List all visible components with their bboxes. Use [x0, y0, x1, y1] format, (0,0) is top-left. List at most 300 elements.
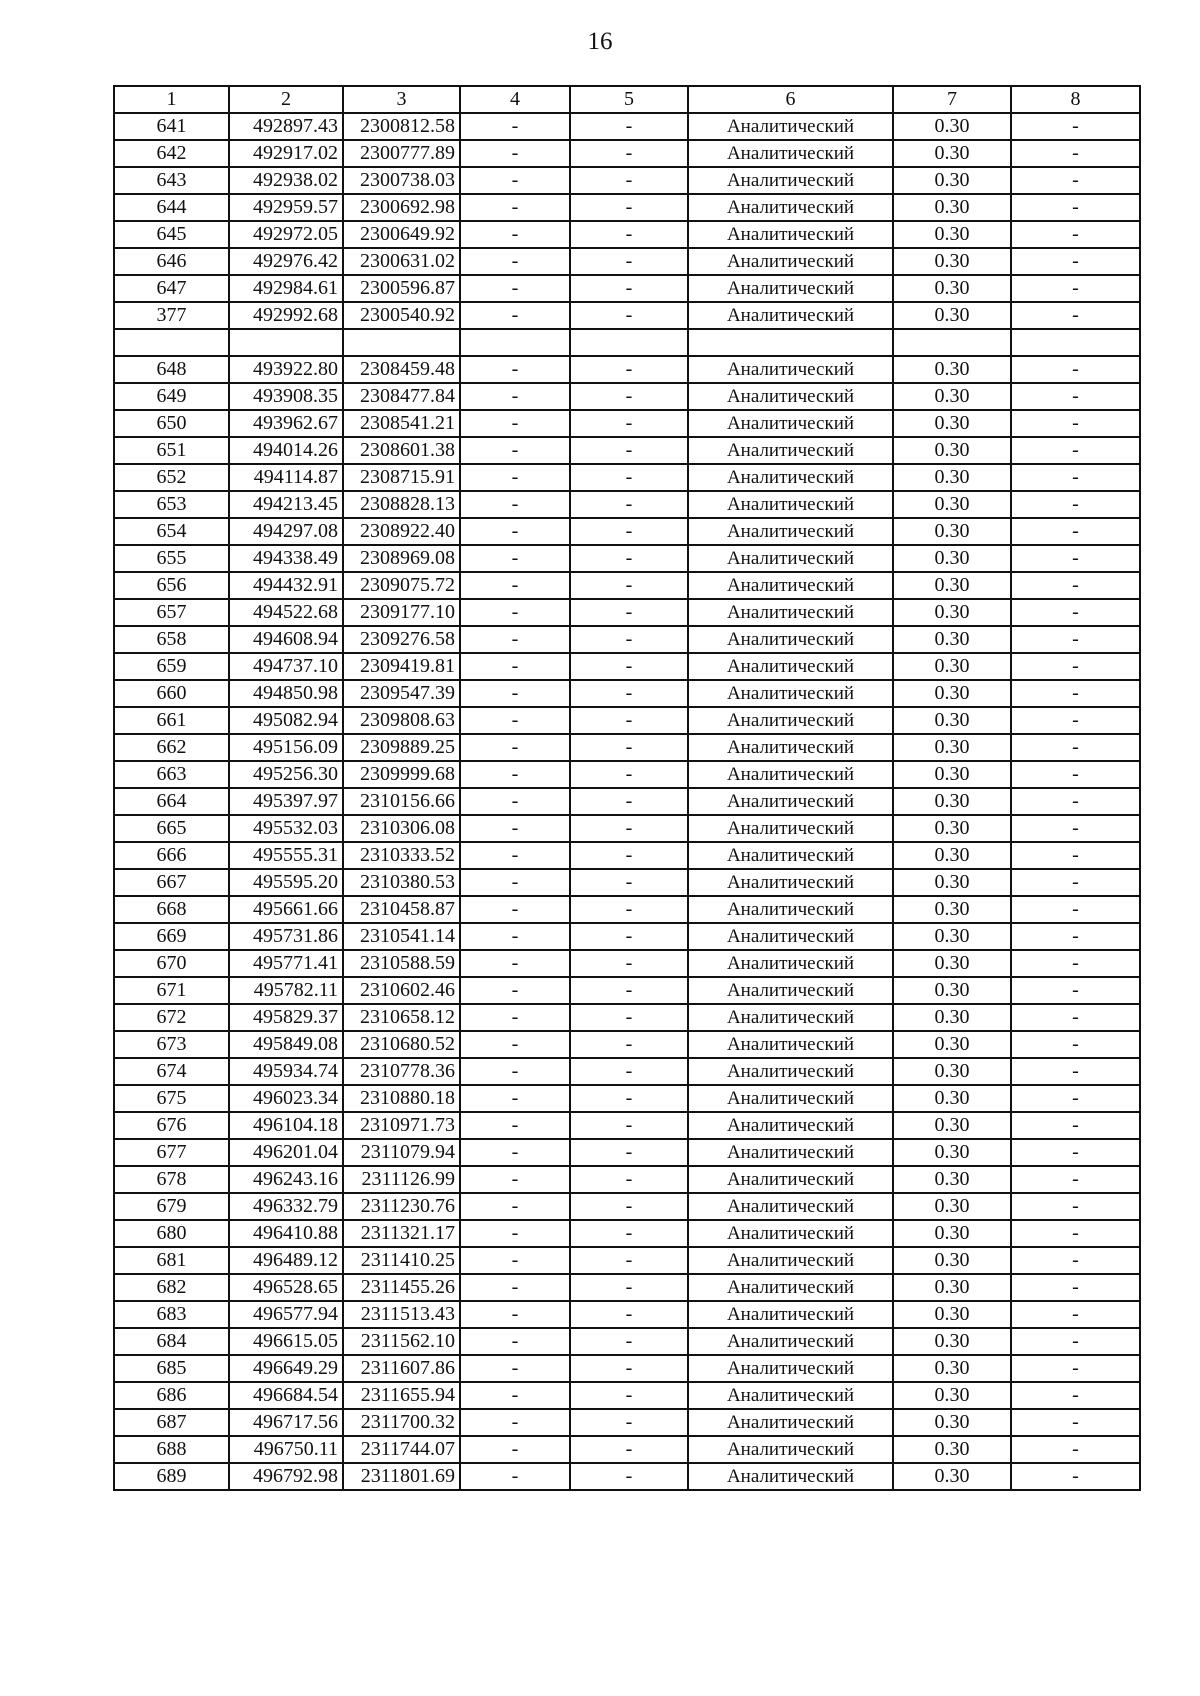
method-cell: Аналитический [688, 464, 893, 491]
point-number-cell: 646 [114, 248, 229, 275]
point-number-cell: 652 [114, 464, 229, 491]
x-coordinate-cell: 495731.86 [229, 923, 343, 950]
y-coordinate-cell: 2311079.94 [343, 1139, 460, 1166]
table-row [114, 599, 1140, 626]
col4-cell: - [460, 1274, 570, 1301]
col5-cell: - [570, 1274, 688, 1301]
col5-cell: - [570, 518, 688, 545]
col5-cell: - [570, 707, 688, 734]
y-coordinate-cell: 2300649.92 [343, 221, 460, 248]
accuracy-cell: 0.30 [893, 1058, 1011, 1085]
point-number-cell: 377 [114, 302, 229, 329]
method-cell: Аналитический [688, 923, 893, 950]
col8-cell: - [1011, 1301, 1140, 1328]
col5-cell: - [570, 896, 688, 923]
method-cell: Аналитический [688, 1112, 893, 1139]
point-number-cell: 654 [114, 518, 229, 545]
accuracy-cell: 0.30 [893, 167, 1011, 194]
accuracy-cell: 0.30 [893, 437, 1011, 464]
col8-cell: - [1011, 275, 1140, 302]
col5-cell: - [570, 1004, 688, 1031]
table-row [114, 869, 1140, 896]
table-row [114, 275, 1140, 302]
point-number-cell: 647 [114, 275, 229, 302]
method-cell: Аналитический [688, 950, 893, 977]
method-cell: Аналитический [688, 869, 893, 896]
accuracy-cell: 0.30 [893, 977, 1011, 1004]
y-coordinate-cell: 2308715.91 [343, 464, 460, 491]
col8-cell: - [1011, 896, 1140, 923]
x-coordinate-cell: 492917.02 [229, 140, 343, 167]
accuracy-cell: 0.30 [893, 545, 1011, 572]
col8-cell: - [1011, 626, 1140, 653]
table-row [114, 491, 1140, 518]
y-coordinate-cell: 2311700.32 [343, 1409, 460, 1436]
accuracy-cell: 0.30 [893, 410, 1011, 437]
y-coordinate-cell: 2309419.81 [343, 653, 460, 680]
col8-cell: - [1011, 734, 1140, 761]
point-number-cell: 658 [114, 626, 229, 653]
y-coordinate-cell: 2311513.43 [343, 1301, 460, 1328]
col4-cell: - [460, 950, 570, 977]
col5-cell: - [570, 356, 688, 383]
point-number-cell: 673 [114, 1031, 229, 1058]
y-coordinate-cell: 2310778.36 [343, 1058, 460, 1085]
col8-cell: - [1011, 167, 1140, 194]
col5-cell: - [570, 1436, 688, 1463]
method-cell: Аналитический [688, 113, 893, 140]
method-cell: Аналитический [688, 1382, 893, 1409]
method-cell: Аналитический [688, 1139, 893, 1166]
point-number-cell: 671 [114, 977, 229, 1004]
accuracy-cell: 0.30 [893, 572, 1011, 599]
col8-cell: - [1011, 140, 1140, 167]
point-number-cell: 676 [114, 1112, 229, 1139]
method-cell: Аналитический [688, 1220, 893, 1247]
accuracy-cell: 0.30 [893, 950, 1011, 977]
x-coordinate-cell: 494737.10 [229, 653, 343, 680]
col5-cell: - [570, 761, 688, 788]
method-cell: Аналитический [688, 410, 893, 437]
point-number-cell: 653 [114, 491, 229, 518]
x-coordinate-cell: 496243.16 [229, 1166, 343, 1193]
col8-cell: - [1011, 518, 1140, 545]
accuracy-cell: 0.30 [893, 1139, 1011, 1166]
col8-cell: - [1011, 1058, 1140, 1085]
method-cell: Аналитический [688, 491, 893, 518]
x-coordinate-cell: 492959.57 [229, 194, 343, 221]
col4-cell: - [460, 1355, 570, 1382]
table-row [114, 410, 1140, 437]
point-number-cell: 675 [114, 1085, 229, 1112]
col5-cell: - [570, 1220, 688, 1247]
x-coordinate-cell: 496717.56 [229, 1409, 343, 1436]
accuracy-cell: 0.30 [893, 1355, 1011, 1382]
col5-cell: - [570, 1058, 688, 1085]
method-cell: Аналитический [688, 221, 893, 248]
table-row [114, 653, 1140, 680]
point-number-cell: 648 [114, 356, 229, 383]
col4-cell: - [460, 1004, 570, 1031]
col5-cell: - [570, 1301, 688, 1328]
col8-cell: - [1011, 1436, 1140, 1463]
col4-cell: - [460, 1301, 570, 1328]
x-coordinate-cell: 496750.11 [229, 1436, 343, 1463]
col5-cell: - [570, 491, 688, 518]
col8-cell: - [1011, 1220, 1140, 1247]
accuracy-cell: 0.30 [893, 248, 1011, 275]
y-coordinate-cell: 2308828.13 [343, 491, 460, 518]
table-row [114, 356, 1140, 383]
x-coordinate-cell: 495661.66 [229, 896, 343, 923]
point-number-cell: 682 [114, 1274, 229, 1301]
col8-cell: - [1011, 950, 1140, 977]
point-number-cell: 662 [114, 734, 229, 761]
col5-cell: - [570, 869, 688, 896]
col5-cell: - [570, 1355, 688, 1382]
table-row [114, 1193, 1140, 1220]
y-coordinate-cell: 2309547.39 [343, 680, 460, 707]
table-row [114, 815, 1140, 842]
y-coordinate-cell: 2308459.48 [343, 356, 460, 383]
method-cell: Аналитический [688, 734, 893, 761]
col4-cell: - [460, 1382, 570, 1409]
y-coordinate-cell: 2300812.58 [343, 113, 460, 140]
col8-cell: - [1011, 383, 1140, 410]
col8-cell: - [1011, 410, 1140, 437]
table-row [114, 1166, 1140, 1193]
method-cell: Аналитический [688, 653, 893, 680]
y-coordinate-cell: 2310306.08 [343, 815, 460, 842]
col4-cell: - [460, 167, 570, 194]
accuracy-cell: 0.30 [893, 1382, 1011, 1409]
method-cell: Аналитический [688, 896, 893, 923]
x-coordinate-cell: 496528.65 [229, 1274, 343, 1301]
col8-cell: - [1011, 653, 1140, 680]
point-number-cell: 689 [114, 1463, 229, 1490]
x-coordinate-cell: 495771.41 [229, 950, 343, 977]
accuracy-cell: 0.30 [893, 1463, 1011, 1490]
col8-cell: - [1011, 302, 1140, 329]
y-coordinate-cell: 2310680.52 [343, 1031, 460, 1058]
table-row [114, 1031, 1140, 1058]
y-coordinate-cell: 2308477.84 [343, 383, 460, 410]
y-coordinate-cell: 2311321.17 [343, 1220, 460, 1247]
y-coordinate-cell: 2308969.08 [343, 545, 460, 572]
x-coordinate-cell: 494297.08 [229, 518, 343, 545]
col5-cell: - [570, 572, 688, 599]
col4-cell: - [460, 977, 570, 1004]
table-row [114, 1382, 1140, 1409]
col8-cell: - [1011, 1031, 1140, 1058]
col5-cell: - [570, 383, 688, 410]
col8-cell: - [1011, 815, 1140, 842]
accuracy-cell: 0.30 [893, 518, 1011, 545]
accuracy-cell: 0.30 [893, 1166, 1011, 1193]
table-row [114, 788, 1140, 815]
x-coordinate-cell: 495082.94 [229, 707, 343, 734]
col4-cell: - [460, 1328, 570, 1355]
accuracy-cell: 0.30 [893, 923, 1011, 950]
point-number-cell: 678 [114, 1166, 229, 1193]
accuracy-cell: 0.30 [893, 221, 1011, 248]
col4-cell: - [460, 707, 570, 734]
x-coordinate-cell: 494432.91 [229, 572, 343, 599]
table-row [114, 1220, 1140, 1247]
col4-cell: - [460, 275, 570, 302]
x-coordinate-cell: 495782.11 [229, 977, 343, 1004]
col8-cell [1011, 329, 1140, 356]
method-cell: Аналитический [688, 572, 893, 599]
col4-cell: - [460, 302, 570, 329]
table-row [114, 1274, 1140, 1301]
x-coordinate-cell: 492897.43 [229, 113, 343, 140]
col8-cell: - [1011, 761, 1140, 788]
accuracy-cell: 0.30 [893, 788, 1011, 815]
point-number-cell: 667 [114, 869, 229, 896]
point-number-cell: 688 [114, 1436, 229, 1463]
col5-cell: - [570, 167, 688, 194]
col5-cell: - [570, 248, 688, 275]
col5-cell: - [570, 734, 688, 761]
y-coordinate-cell: 2310971.73 [343, 1112, 460, 1139]
accuracy-cell: 0.30 [893, 599, 1011, 626]
x-coordinate-cell: 494213.45 [229, 491, 343, 518]
point-number-cell: 644 [114, 194, 229, 221]
x-coordinate-cell: 495595.20 [229, 869, 343, 896]
table-row [114, 437, 1140, 464]
method-cell: Аналитический [688, 977, 893, 1004]
y-coordinate-cell [343, 329, 460, 356]
col5-cell: - [570, 410, 688, 437]
accuracy-cell: 0.30 [893, 1247, 1011, 1274]
method-cell: Аналитический [688, 140, 893, 167]
y-coordinate-cell: 2309808.63 [343, 707, 460, 734]
col4-cell: - [460, 896, 570, 923]
accuracy-cell: 0.30 [893, 1193, 1011, 1220]
point-number-cell: 642 [114, 140, 229, 167]
x-coordinate-cell: 496332.79 [229, 1193, 343, 1220]
col5-cell [570, 329, 688, 356]
x-coordinate-cell: 495849.08 [229, 1031, 343, 1058]
table-row [114, 167, 1140, 194]
y-coordinate-cell: 2310458.87 [343, 896, 460, 923]
method-cell: Аналитический [688, 356, 893, 383]
col4-cell: - [460, 1139, 570, 1166]
point-number-cell: 655 [114, 545, 229, 572]
table-row [114, 1247, 1140, 1274]
table-row [114, 140, 1140, 167]
table-row [114, 1436, 1140, 1463]
point-number-cell: 674 [114, 1058, 229, 1085]
col5-cell: - [570, 464, 688, 491]
point-number-cell: 660 [114, 680, 229, 707]
col4-cell: - [460, 356, 570, 383]
col4-cell: - [460, 545, 570, 572]
table-row [114, 842, 1140, 869]
accuracy-cell: 0.30 [893, 275, 1011, 302]
y-coordinate-cell: 2311230.76 [343, 1193, 460, 1220]
y-coordinate-cell: 2310380.53 [343, 869, 460, 896]
method-cell: Аналитический [688, 248, 893, 275]
x-coordinate-cell: 495156.09 [229, 734, 343, 761]
col5-cell: - [570, 1085, 688, 1112]
col8-cell: - [1011, 248, 1140, 275]
col8-cell: - [1011, 221, 1140, 248]
accuracy-cell: 0.30 [893, 734, 1011, 761]
y-coordinate-cell: 2300596.87 [343, 275, 460, 302]
table-row [114, 1463, 1140, 1490]
col4-cell: - [460, 1463, 570, 1490]
col4-cell: - [460, 653, 570, 680]
col4-cell: - [460, 734, 570, 761]
accuracy-cell: 0.30 [893, 113, 1011, 140]
table-row [114, 518, 1140, 545]
col8-cell: - [1011, 1112, 1140, 1139]
method-cell: Аналитический [688, 383, 893, 410]
y-coordinate-cell: 2310880.18 [343, 1085, 460, 1112]
col5-cell: - [570, 140, 688, 167]
method-cell: Аналитический [688, 1301, 893, 1328]
col8-cell: - [1011, 1004, 1140, 1031]
col8-cell: - [1011, 194, 1140, 221]
table-row [114, 707, 1140, 734]
y-coordinate-cell: 2311655.94 [343, 1382, 460, 1409]
method-cell: Аналитический [688, 545, 893, 572]
point-number-cell: 643 [114, 167, 229, 194]
col4-cell: - [460, 1058, 570, 1085]
x-coordinate-cell: 492938.02 [229, 167, 343, 194]
col4-cell: - [460, 410, 570, 437]
point-number-cell: 657 [114, 599, 229, 626]
table-header-row [114, 86, 1140, 113]
col5-cell: - [570, 221, 688, 248]
y-coordinate-cell: 2309889.25 [343, 734, 460, 761]
col8-cell: - [1011, 1139, 1140, 1166]
col8-cell: - [1011, 1382, 1140, 1409]
col8-cell: - [1011, 1463, 1140, 1490]
x-coordinate-cell: 493908.35 [229, 383, 343, 410]
col5-cell: - [570, 437, 688, 464]
col4-cell: - [460, 869, 570, 896]
x-coordinate-cell: 495934.74 [229, 1058, 343, 1085]
col4-cell: - [460, 464, 570, 491]
col8-cell: - [1011, 545, 1140, 572]
accuracy-cell: 0.30 [893, 1436, 1011, 1463]
col5-cell: - [570, 1031, 688, 1058]
table-row [114, 302, 1140, 329]
accuracy-cell: 0.30 [893, 1085, 1011, 1112]
table-row [114, 545, 1140, 572]
x-coordinate-cell: 494014.26 [229, 437, 343, 464]
table-row [114, 248, 1140, 275]
table-row [114, 194, 1140, 221]
x-coordinate-cell: 496104.18 [229, 1112, 343, 1139]
method-cell: Аналитический [688, 437, 893, 464]
method-cell: Аналитический [688, 1247, 893, 1274]
col8-cell: - [1011, 1247, 1140, 1274]
accuracy-cell: 0.30 [893, 815, 1011, 842]
table-row [114, 383, 1140, 410]
accuracy-cell: 0.30 [893, 356, 1011, 383]
accuracy-cell: 0.30 [893, 1301, 1011, 1328]
y-coordinate-cell: 2311455.26 [343, 1274, 460, 1301]
accuracy-cell: 0.30 [893, 626, 1011, 653]
accuracy-cell: 0.30 [893, 842, 1011, 869]
col5-cell: - [570, 950, 688, 977]
col5-cell: - [570, 626, 688, 653]
point-number-cell: 686 [114, 1382, 229, 1409]
x-coordinate-cell: 494850.98 [229, 680, 343, 707]
col8-cell: - [1011, 1085, 1140, 1112]
y-coordinate-cell: 2308601.38 [343, 437, 460, 464]
col4-cell: - [460, 572, 570, 599]
accuracy-cell: 0.30 [893, 653, 1011, 680]
column-header: 7 [893, 86, 1011, 113]
accuracy-cell: 0.30 [893, 1031, 1011, 1058]
col8-cell: - [1011, 1328, 1140, 1355]
point-number-cell: 672 [114, 1004, 229, 1031]
method-cell: Аналитический [688, 599, 893, 626]
method-cell: Аналитический [688, 815, 893, 842]
point-number-cell: 666 [114, 842, 229, 869]
point-number-cell [114, 329, 229, 356]
col4-cell: - [460, 1409, 570, 1436]
y-coordinate-cell: 2308541.21 [343, 410, 460, 437]
col8-cell: - [1011, 491, 1140, 518]
point-number-cell: 664 [114, 788, 229, 815]
y-coordinate-cell: 2309177.10 [343, 599, 460, 626]
x-coordinate-cell: 496489.12 [229, 1247, 343, 1274]
col8-cell: - [1011, 923, 1140, 950]
col8-cell: - [1011, 437, 1140, 464]
table-row [114, 626, 1140, 653]
col8-cell: - [1011, 599, 1140, 626]
col5-cell: - [570, 653, 688, 680]
table-row [114, 1112, 1140, 1139]
x-coordinate-cell: 492992.68 [229, 302, 343, 329]
col5-cell: - [570, 302, 688, 329]
x-coordinate-cell: 496792.98 [229, 1463, 343, 1490]
table-row [114, 1355, 1140, 1382]
col5-cell: - [570, 815, 688, 842]
col5-cell: - [570, 113, 688, 140]
method-cell: Аналитический [688, 1355, 893, 1382]
method-cell: Аналитический [688, 1031, 893, 1058]
col4-cell: - [460, 842, 570, 869]
col8-cell: - [1011, 680, 1140, 707]
point-number-cell: 651 [114, 437, 229, 464]
table-row [114, 680, 1140, 707]
table-row [114, 1058, 1140, 1085]
accuracy-cell: 0.30 [893, 869, 1011, 896]
col4-cell: - [460, 437, 570, 464]
col8-cell: - [1011, 356, 1140, 383]
col5-cell: - [570, 1463, 688, 1490]
accuracy-cell: 0.30 [893, 194, 1011, 221]
accuracy-cell: 0.30 [893, 383, 1011, 410]
x-coordinate-cell: 493922.80 [229, 356, 343, 383]
x-coordinate-cell: 496410.88 [229, 1220, 343, 1247]
column-header: 6 [688, 86, 893, 113]
accuracy-cell: 0.30 [893, 464, 1011, 491]
x-coordinate-cell: 494338.49 [229, 545, 343, 572]
method-cell: Аналитический [688, 275, 893, 302]
y-coordinate-cell: 2300777.89 [343, 140, 460, 167]
method-cell: Аналитический [688, 167, 893, 194]
table-row [114, 329, 1140, 356]
coordinates-table [113, 85, 1141, 1491]
